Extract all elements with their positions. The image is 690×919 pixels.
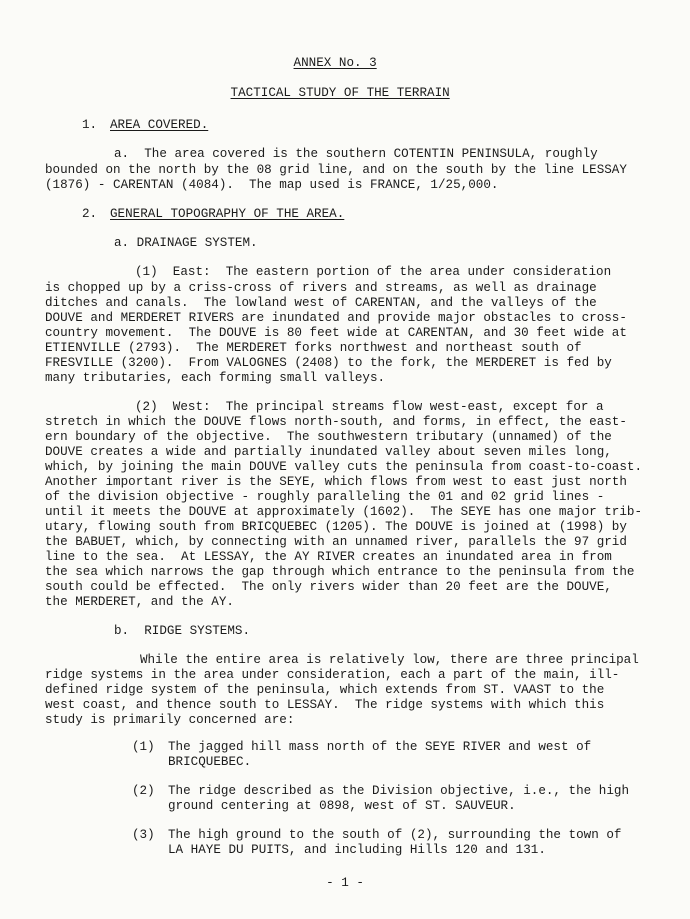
ridge-paragraph-line: defined ridge system of the peninsula, which extends from ST. VAAST to the [45, 683, 605, 697]
east-paragraph-line: ETIENVILLE (2793). The MERDERET forks northwest and northeast south of [45, 341, 582, 355]
page-title: TACTICAL STUDY OF THE TERRAIN [230, 86, 450, 100]
west-paragraph-line: south could be effected. The only rivers wider than 20 feet are the DOUVE, [45, 580, 612, 594]
west-paragraph-line: stretch in which the DOUVE flows north-south, and forms, in effect, the east- [45, 415, 627, 429]
east-paragraph-line: many tributaries, each forming small valleys. [45, 371, 386, 385]
ridge-paragraph-line: While the entire area is relatively low, there are three principal [140, 653, 639, 667]
east-paragraph-line: is chopped up by a criss-cross of rivers and streams, as well as drainage [45, 281, 597, 295]
section-1a-line: (1876) - CARENTAN (4084). The map used is FRANCE, 1/25,000. [45, 178, 499, 192]
ridge-item-line: LA HAYE DU PUITS, and including Hills 120 and 131. [168, 843, 546, 857]
section-1-number: 1. [82, 118, 98, 132]
east-paragraph-line: ditches and canals. The lowland west of CARENTAN, and the valleys of the [45, 296, 597, 310]
section-2-heading: GENERAL TOPOGRAPHY OF THE AREA. [110, 207, 345, 221]
west-paragraph-line: the sea which narrows the gap through which entrance to the peninsula from the [45, 565, 635, 579]
ridge-item-line: The jagged hill mass north of the SEYE RIVER and west of [168, 740, 592, 754]
west-paragraph-line: until it meets the DOUVE at approximately (1602). The SEYE has one major trib- [45, 505, 643, 519]
ridge-paragraph-line: ridge systems in the area under consideration, each a part of the main, ill- [45, 668, 620, 682]
section-1a-line: a. The area covered is the southern COTENTIN PENINSULA, roughly [114, 147, 598, 161]
east-paragraph-line: FRESVILLE (3200). From VALOGNES (2408) to the fork, the MERDERET is fed by [45, 356, 612, 370]
ridge-item-line: The ridge described as the Division objective, i.e., the high [168, 784, 630, 798]
west-paragraph-line: Another important river is the SEYE, which flows from west to east just north [45, 475, 627, 489]
east-paragraph-line: DOUVE and MERDERET RIVERS are inundated and provide major obstacles to cross- [45, 311, 627, 325]
west-paragraph-line: the MERDERET, and the AY. [45, 595, 234, 609]
east-paragraph-line: country movement. The DOUVE is 80 feet wide at CARENTAN, and 30 feet wide at [45, 326, 627, 340]
ridge-item-line: ground centering at 0898, west of ST. SAUVEUR. [168, 799, 516, 813]
ridge-paragraph-line: study is primarily concerned are: [45, 713, 295, 727]
ridge-subheading: b. RIDGE SYSTEMS. [114, 624, 251, 638]
ridge-paragraph-line: west coast, and thence south to LESSAY. The ridge systems with which this [45, 698, 605, 712]
page-number: - 1 - [326, 876, 364, 890]
west-paragraph-line: which, by joining the main DOUVE valley cuts the peninsula from coast-to-coast. [45, 460, 643, 474]
west-paragraph-line: DOUVE creates a wide and partially inundated valley about seven miles long, [45, 445, 612, 459]
west-paragraph-line: (2) West: The principal streams flow west-east, except for a [135, 400, 604, 414]
west-paragraph-line: the BABUET, which, by connecting with an unnamed river, parallels the 97 grid [45, 535, 627, 549]
drainage-subheading: a. DRAINAGE SYSTEM. [114, 236, 258, 250]
west-paragraph-line: of the division objective - roughly paralleling the 01 and 02 grid lines - [45, 490, 605, 504]
section-1-heading: AREA COVERED. [110, 118, 209, 132]
ridge-item-number: (1) [132, 740, 155, 754]
section-1a-line: bounded on the north by the 08 grid line, and on the south by the line LESSAY [45, 163, 627, 177]
west-paragraph-line: line to the sea. At LESSAY, the AY RIVER creates an inundated area in from [45, 550, 612, 564]
ridge-item-line: The high ground to the south of (2), surrounding the town of [168, 828, 622, 842]
ridge-item-number: (2) [132, 784, 155, 798]
annex-label: ANNEX No. 3 [293, 56, 377, 70]
section-2-number: 2. [82, 207, 98, 221]
ridge-item-line: BRICQUEBEC. [168, 755, 252, 769]
west-paragraph-line: utary, flowing south from BRICQUEBEC (1205). The DOUVE is joined at (1998) by [45, 520, 627, 534]
ridge-item-number: (3) [132, 828, 155, 842]
west-paragraph-line: ern boundary of the objective. The southwestern tributary (unnamed) of the [45, 430, 612, 444]
east-paragraph-line: (1) East: The eastern portion of the area under consideration [135, 265, 612, 279]
